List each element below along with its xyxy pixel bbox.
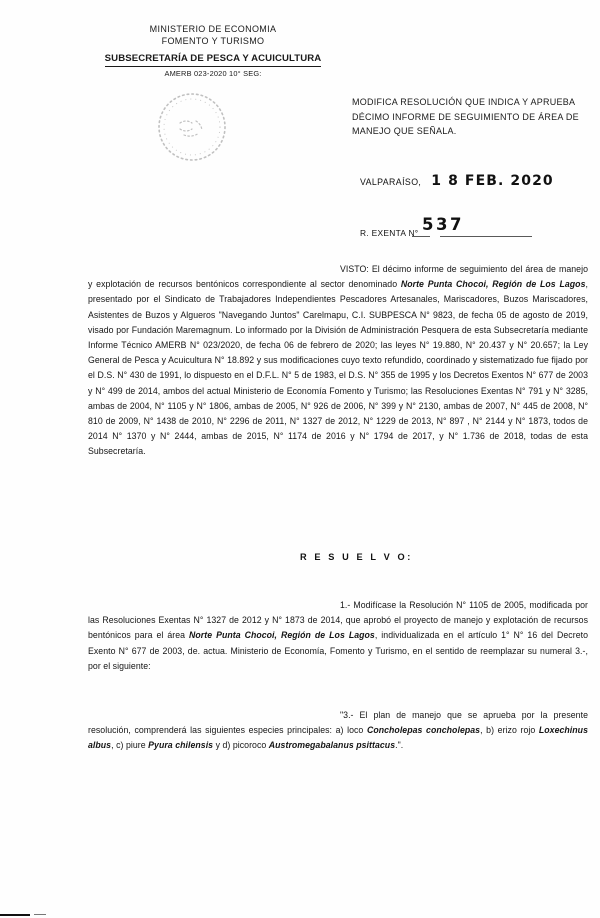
letterhead-ministry: MINISTERIO DE ECONOMIA: [149, 24, 277, 34]
clause-1-paragraph: [88, 598, 588, 674]
clause-3-text-part-4: y d) picoroco: [213, 740, 269, 751]
species-concholepas: Concholepas concholepas: [366, 725, 481, 736]
resolution-number-label: R. EXENTA N°: [360, 228, 419, 238]
clause-3-section: [88, 708, 588, 754]
issuance-date-stamp: 1 8 FEB. 2020: [431, 173, 554, 189]
visto-section: [88, 262, 588, 460]
resuelvo-heading: R E S U E L V O:: [300, 552, 413, 562]
place-and-date: [360, 172, 590, 190]
letterhead: [88, 24, 338, 79]
clause-1-lead-text: 1.- Modifícase la Resolución N° 1105 de 2005,: [340, 600, 527, 610]
resolution-number-rule-gap: [430, 234, 440, 238]
resolution-number-row: [360, 212, 590, 238]
letterhead-file-code: AMERB 023-2020 10° SEG:: [164, 69, 262, 79]
clause-1-sector-name: Norte Punta Chocoi, Región de Los Lagos: [189, 630, 375, 641]
clause-1-text-part-1: modificada por las Resoluciones Exentas N° 1327 de 2012 y N° 1873 de 2014, que aprobó el proyecto de manejo y explotación de recursos bentónicos para el área: [88, 600, 589, 641]
clause-3-text-part-2: , b) erizo rojo: [480, 725, 539, 736]
letterhead-department: FOMENTO Y TURISMO: [161, 35, 265, 46]
scan-artifact-mark-secondary: [34, 914, 46, 915]
issuance-city: VALPARAÍSO,: [360, 177, 422, 187]
visto-text-part-1: área de manejo y explotación de recursos bentónicos correspondiente al sector denominado: [88, 264, 589, 290]
official-seal-stamp: [150, 83, 234, 167]
clause-1-text-part-2: , individualizada en el artículo 1° N° 16 del Decreto Exento N° 677 de 2003, de. actua. Ministerio de Economía, Fomento y Turismo, en el sentido de reemplazar su numeral 3.-, por el siguiente:: [88, 630, 589, 671]
visto-lead-text: VISTO: El décimo informe de seguimiento del: [340, 264, 523, 274]
visto-paragraph: [88, 262, 588, 460]
visto-text-part-2: , presentado por el Sindicato de Trabajadores Independientes Pescadores Artesanales, Mariscadores, Buzos Mariscadores, Asistentes de Buzos y Algueros "Navegando Juntos" Carelmapu, C.I. SUBPESCA N° 9823, de fecha 05 de agosto de 2019, visado por Fundación Maremagnum. Lo informado por la División de Administración Pesquera de esta Subsecretaría mediante Informe Técnico AMERB N° 023/2020, de fecha 06 de febrero de 2020; las leyes N° 19.880, N° 20.437 y N° 20.657; la Ley General de Pesca y Acuicultura N° 18.892 y sus modificaciones cuyo texto refundido, coordinado y sistematizado fue fijado por el D.S. N° 430 de 1991, lo dispuesto en el D.F.L. N° 5 de 1983, el D.S. N° 355 de 1995 y los Decretos Exentos N° 677 de 2003 y N° 499 de 2014, ambos del actual Ministerio de Economía Fomento y Turismo; las Resoluciones Exentas N° 791 y N° 3285, ambas de 2004, N° 1105 y N° 1806, ambas de 2005, N° 926 de 2006, N° 399 y N° 2130, ambas de 2007, N° 445 de 2008, N° 810 de 2009, N° 1438 de 2010, N° 2296 de 2011, N° 1327 de 2012, N° 1229 de 2013, N° 897 , N° 2144 y N° 1873, todos de 2014 N° 1370 y N° 2444, ambas de 2015, N° 1174 de 2016 y N° 1794 de 2017, y N° 1.736 de 2018, todas de esta Subsecretaría.: [88, 279, 588, 457]
clause-3-paragraph: [88, 708, 588, 754]
visto-sector-name: Norte Punta Chocoi, Región de Los Lagos: [400, 279, 586, 290]
clause-3-lead-text: "3.- El plan de manejo que se aprueba por la: [340, 710, 548, 720]
species-austromegabalanus: Austromegabalanus psittacus: [268, 740, 396, 751]
scan-artifact-mark: [0, 914, 30, 916]
species-pyura: Pyura chilensis: [148, 740, 214, 751]
letterhead-subsecretary: SUBSECRETARÍA DE PESCA Y ACUICULTURA: [105, 53, 322, 66]
clause-3-text-part-1: presente resolución, comprenderá las siguientes especies principales: a) loco: [88, 710, 588, 736]
species-loxechinus: Loxechinus albus: [88, 725, 588, 751]
clause-1-section: [88, 598, 588, 674]
clause-3-text-part-5: .".: [395, 740, 404, 751]
document-title: MODIFICA RESOLUCIÓN QUE INDICA Y APRUEBA DÉCIMO INFORME DE SEGUIMIENTO DE ÁREA DE MANEJO QUE SEÑALA.: [352, 97, 579, 137]
resolution-number-value: 537: [422, 215, 464, 234]
clause-3-text-part-3: , c) piure: [111, 740, 149, 751]
